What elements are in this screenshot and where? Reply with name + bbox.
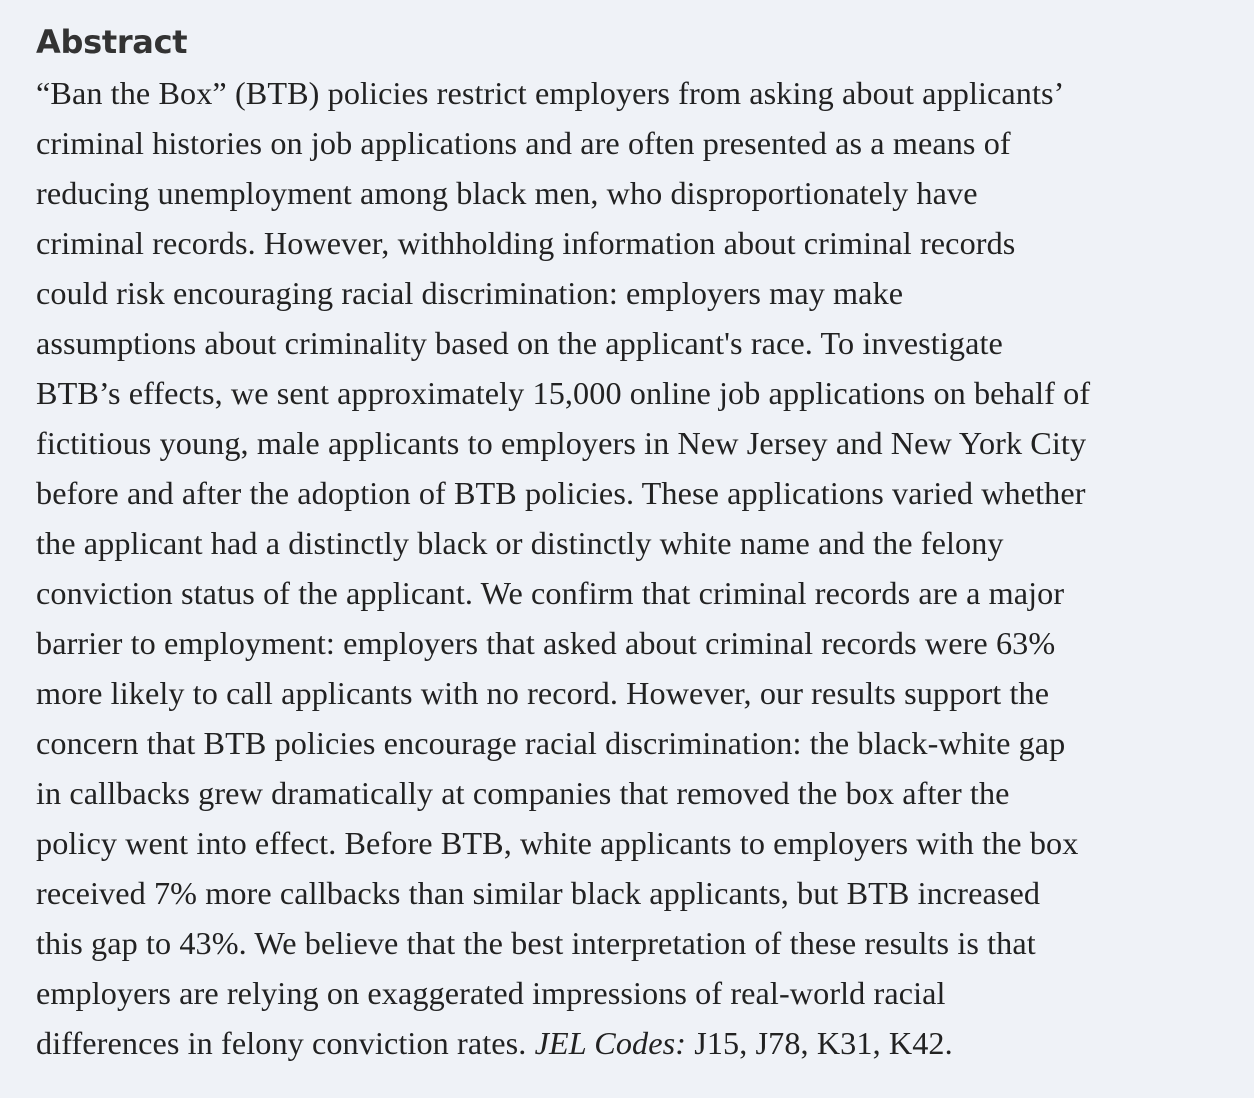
abstract-line: criminal histories on job applications and are often presented as a means of bbox=[36, 125, 1011, 161]
abstract-line: more likely to call applicants with no record. However, our results support the bbox=[36, 675, 1050, 711]
abstract-line: conviction status of the applicant. We confirm that criminal records are a major bbox=[36, 575, 1065, 611]
abstract-line: the applicant had a distinctly black or distinctly white name and the felony bbox=[36, 525, 1004, 561]
abstract-line: fictitious young, male applicants to employers in New Jersey and New York City bbox=[36, 425, 1087, 461]
abstract-body bbox=[36, 68, 1234, 1068]
abstract-line: this gap to 43%. We believe that the best interpretation of these results is that bbox=[36, 925, 1036, 961]
abstract-line: received 7% more callbacks than similar black applicants, but BTB increased bbox=[36, 875, 1041, 911]
abstract-line: employers are relying on exaggerated impressions of real-world racial bbox=[36, 975, 946, 1011]
abstract-line: policy went into effect. Before BTB, white applicants to employers with the box bbox=[36, 825, 1079, 861]
abstract-line: concern that BTB policies encourage racial discrimination: the black-white gap bbox=[36, 725, 1066, 761]
abstract-line: barrier to employment: employers that asked about criminal records were 63% bbox=[36, 625, 1056, 661]
abstract-line: in callbacks grew dramatically at companies that removed the box after the bbox=[36, 775, 1010, 811]
abstract-last-line-text: differences in felony conviction rates. bbox=[36, 1025, 535, 1061]
abstract-line: “Ban the Box” (BTB) policies restrict employers from asking about applicants’ bbox=[36, 75, 1065, 111]
abstract-last-line bbox=[36, 1018, 1234, 1068]
abstract-line: BTB’s effects, we sent approximately 15,000 online job applications on behalf of bbox=[36, 375, 1091, 411]
abstract-line: reducing unemployment among black men, who disproportionately have bbox=[36, 175, 978, 211]
abstract-heading: Abstract bbox=[36, 23, 188, 61]
abstract-line: before and after the adoption of BTB policies. These applications varied whether bbox=[36, 475, 1086, 511]
abstract-line: assumptions about criminality based on the applicant's race. To investigate bbox=[36, 325, 1003, 361]
jel-codes-label: JEL Codes: bbox=[534, 1025, 687, 1061]
abstract-line: criminal records. However, withholding information about criminal records bbox=[36, 225, 1016, 261]
jel-codes-values: J15, J78, K31, K42. bbox=[686, 1025, 953, 1061]
abstract-line: could risk encouraging racial discrimination: employers may make bbox=[36, 275, 904, 311]
